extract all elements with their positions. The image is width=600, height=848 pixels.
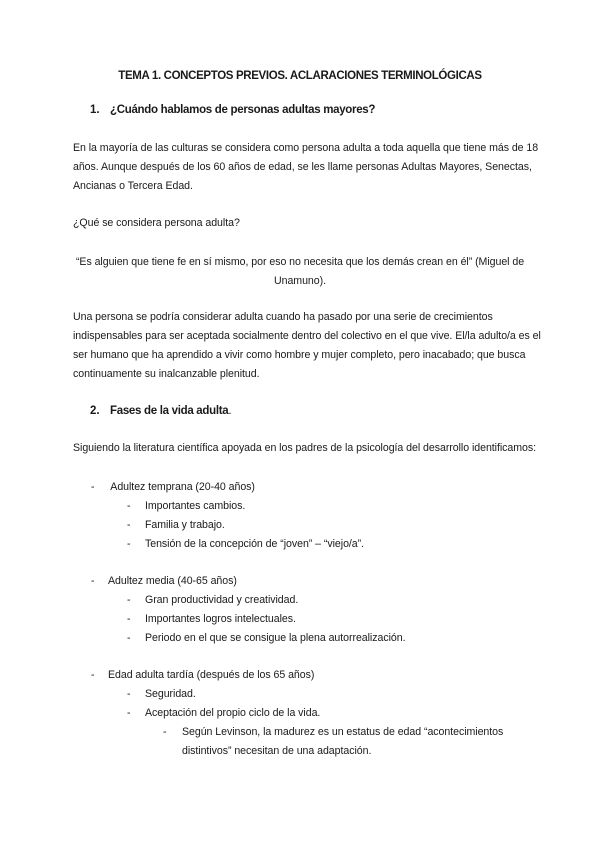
list-dash: -: [127, 500, 131, 512]
quote-line: Unamuno).: [274, 275, 326, 287]
section-2-intro: Siguiendo la literatura científica apoyada en los padres de la psicología del desarrollo identificamos:: [73, 442, 537, 454]
list-item: Aceptación del propio ciclo de la vida.: [145, 707, 321, 719]
paragraph-line: En la mayoría de las culturas se considera como persona adulta a toda aquella que tiene más de 18: [73, 142, 539, 154]
section-2-heading-period: .: [228, 405, 232, 417]
list-dash: -: [127, 632, 131, 644]
list-item: Periodo en el que se consigue la plena autorrealización.: [145, 632, 406, 644]
list-dash: -: [91, 669, 95, 681]
section-2-heading: [110, 405, 231, 417]
section-1-number: 1.: [90, 104, 100, 116]
quote-line: “Es alguien que tiene fe en sí mismo, por eso no necesita que los demás crean en él” (Miguel de: [75, 256, 525, 268]
list-item: Importantes logros intelectuales.: [145, 613, 296, 625]
section-1-heading: ¿Cuándo hablamos de personas adultas mayores?: [110, 104, 376, 116]
document-title: TEMA 1. CONCEPTOS PREVIOS. ACLARACIONES TERMINOLÓGICAS: [118, 70, 482, 82]
section-2-number: 2.: [90, 405, 100, 417]
list-item: Tensión de la concepción de “joven” – “viejo/a”.: [145, 538, 365, 550]
phase-label: Adultez temprana (20-40 años): [108, 481, 255, 493]
sub-list-item-line: Según Levinson, la madurez es un estatus de edad “acontecimientos: [182, 726, 504, 738]
question-text: ¿Qué se considera persona adulta?: [73, 217, 240, 229]
section-2-heading-text: Fases de la vida adulta: [110, 405, 229, 417]
paragraph-line: ser humano que ha aprendido a vivir como hombre y mujer completo, pero inacabado; que busca: [73, 349, 526, 361]
list-dash: -: [127, 707, 131, 719]
paragraph-line: indispensables para ser aceptada socialmente dentro del colectivo en el que vive. El/la adulto/a es el: [73, 330, 541, 342]
phase-label: Adultez media (40-65 años): [108, 575, 237, 587]
list-dash: -: [127, 688, 131, 700]
list-item: Familia y trabajo.: [145, 519, 225, 531]
list-dash: -: [127, 613, 131, 625]
list-dash: -: [91, 481, 95, 493]
paragraph-line: continuamente su inalcanzable plenitud.: [73, 368, 260, 380]
list-dash: -: [163, 726, 167, 738]
list-item: Importantes cambios.: [145, 500, 246, 512]
list-item: Gran productividad y creatividad.: [145, 594, 299, 606]
list-item: Seguridad.: [145, 688, 196, 700]
phase-label: Edad adulta tardía (después de los 65 años): [108, 669, 315, 681]
list-dash: -: [127, 594, 131, 606]
list-dash: -: [127, 519, 131, 531]
sub-list-item-line: distintivos” necesitan de una adaptación.: [182, 745, 372, 757]
paragraph-line: Ancianas o Tercera Edad.: [73, 180, 193, 192]
paragraph-line: años. Aunque después de los 60 años de edad, se les llame personas Adultas Mayores, Senectas,: [73, 161, 532, 173]
list-dash: -: [91, 575, 95, 587]
paragraph-line: Una persona se podría considerar adulta cuando ha pasado por una serie de crecimientos: [73, 311, 493, 323]
list-dash: -: [127, 538, 131, 550]
